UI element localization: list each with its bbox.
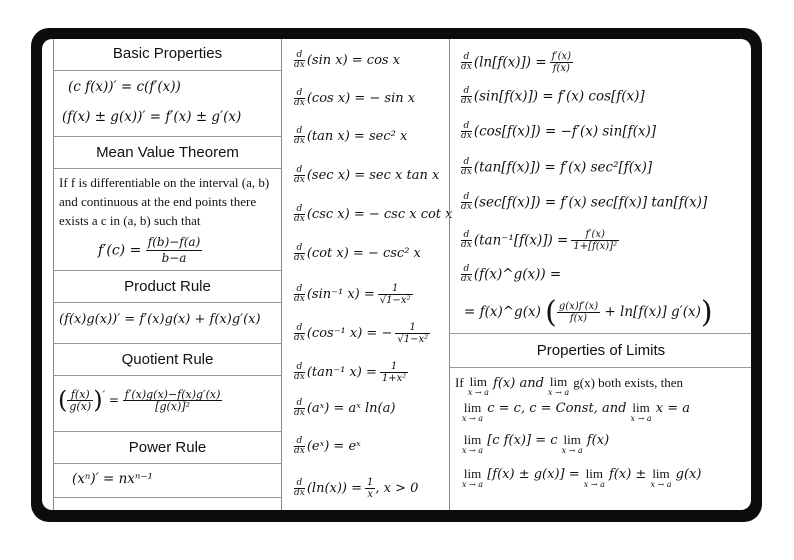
quotient-rhs-den: [g(x)]² xyxy=(155,399,190,413)
col2-derivative-6 xyxy=(294,244,448,263)
derivative-condition: , x > 0 xyxy=(375,481,419,496)
col3-derivative-6 xyxy=(461,229,751,252)
d-dx-operator: $\frac{d}{dx}$ xyxy=(461,86,472,106)
lim-9: lim x → a xyxy=(650,466,672,489)
limit-scalar-rule xyxy=(462,433,751,455)
quotient-rhs-num: f′(x)g(x)−f(x)g′(x) xyxy=(124,387,221,401)
col3-derivative-2 xyxy=(461,87,751,106)
d-dx-operator: $\frac{d}{dx}$ xyxy=(294,204,305,224)
d-dx-operator: $\frac{d}{dx}$ xyxy=(461,52,472,72)
heading-properties-of-limits: Properties of Limits xyxy=(450,333,751,368)
col2-derivative-10 xyxy=(294,399,448,418)
col2-derivative-2 xyxy=(294,89,448,108)
divider xyxy=(54,497,281,498)
power-rule-formula: (xⁿ)′ = nxⁿ⁻¹ xyxy=(72,471,153,487)
d-dx-operator: $\frac{d}{dx}$ xyxy=(461,230,472,250)
derivative-expression: (sin[f(x)]) = f′(x) cos[f(x)] xyxy=(473,88,645,105)
lim-6: lim x → a xyxy=(561,432,583,455)
lim-1: lim x → a xyxy=(467,374,489,397)
derivative-fraction: $\frac{f'(x)}{f(x)}$ xyxy=(551,51,572,74)
derivative-fraction: $\frac{1}{\text{√1−x²}}$ xyxy=(379,283,411,306)
d-dx-operator: $\frac{d}{dx}$ xyxy=(294,478,305,498)
derivative-expression: (sec x) = sec x tan x xyxy=(306,168,440,183)
derivative-expression: (ln(x)) = xyxy=(306,481,363,496)
col2-derivative-8 xyxy=(294,322,448,345)
derivative-expression: (tan⁻¹ x) = xyxy=(306,365,377,380)
limit-constant-rule xyxy=(462,401,751,423)
exp-rule-post: + ln[f(x)] g′(x) xyxy=(604,304,701,320)
heading-quotient-rule: Quotient Rule xyxy=(54,343,281,376)
quotient-lhs-den: g(x) xyxy=(69,399,92,413)
d-dx-operator: $\frac{d}{dx}$ xyxy=(294,88,305,108)
col2-derivative-1 xyxy=(294,51,448,70)
d-dx-operator: $\frac{d}{dx}$ xyxy=(294,243,305,263)
d-dx-operator: $\frac{d}{dx}$ xyxy=(294,362,305,382)
column-basic-derivatives xyxy=(281,39,453,510)
col3-derivative-1 xyxy=(461,51,751,74)
col3-derivative-3 xyxy=(461,122,751,141)
derivative-fraction: $\frac{f'(x)}{\text{1+[f(x)]²}}$ xyxy=(573,229,618,252)
derivative-expression: (tan[f(x)]) = f′(x) sec²[f(x)] xyxy=(473,159,653,176)
exponent-rule-expansion: = f(x)^g(x) ( $\frac{g(x)f'(x)}{f(x)}$ + ln[f(x)] g′(x)) xyxy=(464,295,713,330)
col3-derivative-7 xyxy=(461,265,751,284)
d-dx-operator: $\frac{d}{dx}$ xyxy=(294,398,305,418)
column-rules xyxy=(53,39,282,510)
d-dx-operator: $\frac{d}{dx}$ xyxy=(294,436,305,456)
limits-intro-if: If xyxy=(455,375,464,390)
limit-sum-b: f(x) ± xyxy=(609,467,647,482)
derivative-expression: (aˣ) = aˣ ln(a) xyxy=(306,401,396,416)
limits-intro xyxy=(455,375,751,397)
col2-derivative-3 xyxy=(294,127,448,146)
derivative-expression: (sin x) = cos x xyxy=(306,53,401,68)
col2-derivative-7 xyxy=(294,283,448,306)
mvt-lhs: f′(c) = xyxy=(98,242,142,259)
col2-derivative-11 xyxy=(294,437,448,456)
d-dx-operator: $\frac{d}{dx}$ xyxy=(461,264,472,284)
derivative-expression: (cos x) = − sin x xyxy=(306,91,416,106)
derivative-expression: (eˣ) = eˣ xyxy=(306,439,361,454)
mvt-numerator: f(b)−f(a) xyxy=(147,235,201,249)
col3-derivative-5 xyxy=(461,193,751,212)
col2-derivative-9 xyxy=(294,361,448,384)
col2-derivative-12 xyxy=(294,477,448,500)
cheat-sheet-card xyxy=(42,39,751,510)
col2-derivative-5 xyxy=(294,204,453,224)
d-dx-operator: $\frac{d}{dx}$ xyxy=(461,121,472,141)
d-dx-operator: $\frac{d}{dx}$ xyxy=(294,165,305,185)
derivative-expression: (sin⁻¹ x) = xyxy=(306,287,375,302)
derivative-expression: (f(x)^g(x)) = xyxy=(473,266,562,283)
d-dx-operator: $\frac{d}{dx}$ xyxy=(294,126,305,146)
derivative-expression: (sec[f(x)]) = f′(x) sec[f(x)] tan[f(x)] xyxy=(473,194,708,211)
constant-multiple-rule: (c f(x))′ = c(f′(x)) xyxy=(68,79,181,95)
col3-derivative-4 xyxy=(461,158,751,177)
exp-rule-fraction xyxy=(557,301,600,324)
lim-2: lim x → a xyxy=(548,374,570,397)
derivative-expression: (csc x) = − csc x cot x xyxy=(306,207,453,222)
limit-x-text: x = a xyxy=(655,401,691,416)
lim-7: lim x → a xyxy=(462,466,484,489)
d-dx-operator: $\frac{d}{dx}$ xyxy=(461,192,472,212)
limit-cf-a: [c f(x)] = c xyxy=(487,433,558,448)
lim-8: lim x → a xyxy=(583,466,605,489)
lim-3: lim x → a xyxy=(462,400,484,423)
d-dx-operator: $\frac{d}{dx}$ xyxy=(294,323,305,343)
col2-derivative-4 xyxy=(294,166,448,185)
derivative-expression: (cos⁻¹ x) = − xyxy=(306,326,393,341)
derivative-expression: (ln[f(x)]) = xyxy=(473,54,547,71)
exp-rule-num: g(x)f′(x) xyxy=(558,301,599,312)
derivative-fraction: $\frac{1}{x}$ xyxy=(367,477,374,500)
derivative-expression: (tan⁻¹[f(x)]) = xyxy=(473,232,569,249)
d-dx-operator: $\frac{d}{dx}$ xyxy=(461,157,472,177)
limit-cf-b: f(x) xyxy=(586,433,610,448)
column-chain-derivatives xyxy=(449,39,751,510)
lim-4: lim x → a xyxy=(630,400,652,423)
limits-intro-f: f(x) and xyxy=(493,376,544,391)
limit-sum-rule xyxy=(462,467,751,489)
limit-sum-a: [f(x) ± g(x)] = xyxy=(487,467,580,482)
derivative-expression: (cos[f(x)]) = −f′(x) sin[f(x)] xyxy=(473,123,656,140)
limit-sum-c: g(x) xyxy=(675,467,702,482)
derivative-fraction: $\frac{1}{\text{1+x²}}$ xyxy=(381,361,407,384)
mvt-denominator: b−a xyxy=(161,251,187,265)
derivative-expression: (tan x) = sec² x xyxy=(306,129,408,144)
exp-rule-den: f(x) xyxy=(569,313,588,324)
heading-power-rule: Power Rule xyxy=(54,431,281,464)
mvt-formula xyxy=(98,235,281,266)
sum-difference-rule: (f(x) ± g(x))′ = f′(x) ± g′(x) xyxy=(62,109,242,125)
quotient-rhs-fraction xyxy=(123,389,223,412)
derivative-fraction: $\frac{1}{\text{√1−x²}}$ xyxy=(397,322,429,345)
derivative-expression: (cot x) = − csc² x xyxy=(306,246,421,261)
quotient-lhs-num: f(x) xyxy=(67,389,93,401)
quotient-lhs-fraction xyxy=(67,389,93,412)
limits-intro-g: g(x) both exists, then xyxy=(573,375,684,390)
limit-c-text: c = c, c = Const, and xyxy=(487,401,627,416)
exp-rule-pre: = f(x)^g(x) xyxy=(464,304,541,320)
heading-basic-properties: Basic Properties xyxy=(54,39,281,71)
heading-mean-value-theorem: Mean Value Theorem xyxy=(54,136,281,169)
quotient-rule-formula: ( $\frac{f(x)}{g(x)}$ )′ = $\frac{f'(x)g(x)-f(x)g'(x)}{\text{[g(x)]²}}$ xyxy=(58,386,221,414)
product-rule-formula: (f(x)g(x))′ = f′(x)g(x) + f(x)g′(x) xyxy=(59,312,261,327)
mvt-fraction xyxy=(146,235,203,266)
d-dx-operator: $\frac{d}{dx}$ xyxy=(294,50,305,70)
heading-product-rule: Product Rule xyxy=(54,270,281,303)
d-dx-operator: $\frac{d}{dx}$ xyxy=(294,284,305,304)
mvt-statement: If f is differentiable on the interval (a, b) and continuous at the end points there exists a c in (a, b) such that xyxy=(59,175,270,228)
lim-5: lim x → a xyxy=(462,432,484,455)
